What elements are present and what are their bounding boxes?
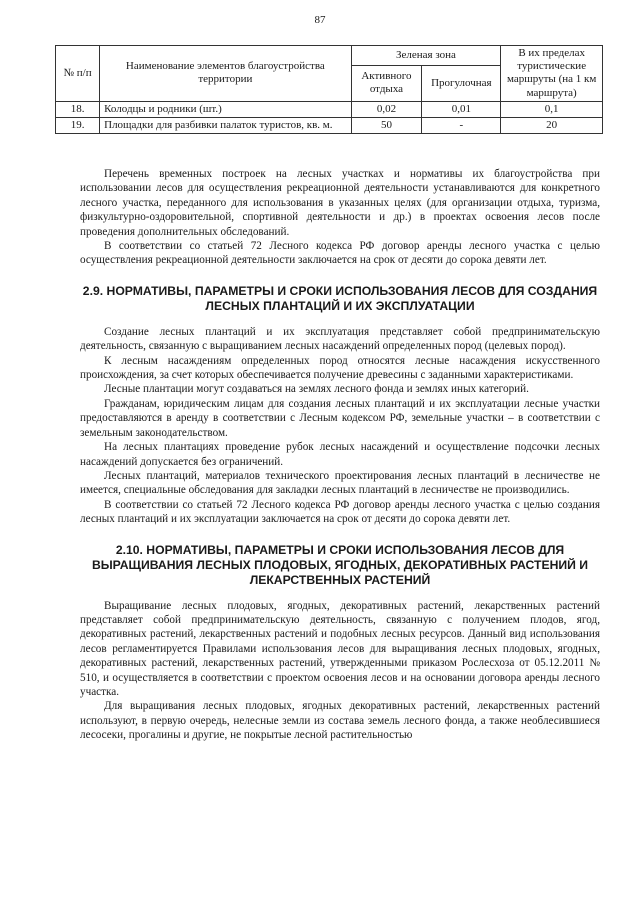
paragraph: В соответствии со статьей 72 Лесного кодекса РФ договор аренды лесного участка с целью создания лесных плантаций и их эксплуатации заключается на срок от десяти до сорока девяти лет. xyxy=(80,498,600,526)
paragraph: На лесных плантациях проведение рубок лесных насаждений и осуществление подсочки лесных насаждений допускается без ограничений. xyxy=(80,441,600,468)
table-header-row xyxy=(56,46,603,66)
row-active: 0,02 xyxy=(351,101,422,117)
header-num: № п/п xyxy=(56,46,100,102)
row-tourist: 20 xyxy=(501,117,603,133)
row-name: Площадки для разбивки палаток туристов, кв. м. xyxy=(100,117,351,133)
header-name: Наименование элементов благоустройства территории xyxy=(100,46,351,102)
amenities-norms-table xyxy=(55,45,603,134)
section-heading-2-9: 2.9. НОРМАТИВЫ, ПАРАМЕТРЫ И СРОКИ ИСПОЛЬЗОВАНИЯ ЛЕСОВ ДЛЯ СОЗДАНИЯ ЛЕСНЫХ ПЛАНТАЦИЙ И ИХ ЭКСПЛУАТАЦИИ xyxy=(82,283,598,313)
paragraph: Выращивание лесных плодовых, ягодных, декоративных растений, лекарственных растений представляет собой предпринимательскую деятельность, связанную с получением плодов, ягод, декоративных растений, лекарственных растений и подобных лесных ресурсов. Данный вид использования лесов регламентируется Правилами использования лесов для выращивания лесных плодовых, ягодных, декоративных растений, лекарственных растений, утвержденными приказом Рослесхоза от 05.12.2011 № 510, и осуществляется в соответствии с проектом освоения лесов и на основании договора аренды лесного участка. xyxy=(80,599,600,698)
paragraph: Лесных плантаций, материалов технического проектирования лесных плантаций в лесничестве не имеется, специальные обследования для закладки лесных плантаций в лесничестве не производились. xyxy=(80,469,600,497)
paragraph: Для выращивания лесных плодовых, ягодных декоративных растений, лекарственных растений используют, в первую очередь, нелесные земли из состава земель лесного фонда, а также необлесившиеся лесосеки, прогалины и другие, не покрытые лесной растительностью xyxy=(80,700,600,742)
paragraph: Гражданам, юридическим лицам для создания лесных плантаций и их эксплуатации лесные участки предоставляются в аренду в соответствии с Лесным кодексом РФ, земельные участки – в соответствии с земельным законодательством. xyxy=(80,397,600,439)
row-walking: 0,01 xyxy=(422,101,501,117)
section-heading-2-10: 2.10. НОРМАТИВЫ, ПАРАМЕТРЫ И СРОКИ ИСПОЛЬЗОВАНИЯ ЛЕСОВ ДЛЯ ВЫРАЩИВАНИЯ ЛЕСНЫХ ПЛОДОВЫХ, ЯГОДНЫХ, ДЕКОРАТИВНЫХ РАСТЕНИЙ И ЛЕКАРСТВЕННЫХ РАСТЕНИЙ xyxy=(91,542,589,587)
header-tourist: В их пределах туристические маршруты (на 1 км маршрута) xyxy=(501,46,603,102)
paragraph: В соответствии со статьей 72 Лесного кодекса РФ договор аренды лесного участка с целью осуществления рекреационной деятельности заключается на срок от десяти до сорока девяти лет. xyxy=(80,240,600,267)
row-active: 50 xyxy=(351,117,422,133)
paragraph: Лесные плантации могут создаваться на землях лесного фонда и землях иных категорий. xyxy=(104,383,529,396)
row-num: 19. xyxy=(56,117,100,133)
table-row xyxy=(56,101,603,117)
row-walking: - xyxy=(422,117,501,133)
document-body xyxy=(80,167,600,743)
page-number: 87 xyxy=(314,14,326,26)
row-name: Колодцы и родники (шт.) xyxy=(100,101,351,117)
table-row xyxy=(56,117,603,133)
paragraph: К лесным насаждениям определенных пород относятся лесные насаждения искусственного происхождения, за счет которых обеспечивается получение древесины с заданными характеристиками. xyxy=(80,354,600,382)
paragraph: Перечень временных построек на лесных участках и нормативы их благоустройства при использовании лесов для осуществления рекреационной деятельности устанавливаются для конкретного лесного участка, переданного для использования в указанных целях (для организации отдыха, туризма, физкультурно-оздоровительной, спортивной деятельности и др.) в проектах освоения лесов после проведения дополнительных обследований. xyxy=(80,168,600,238)
header-green-zone: Зеленая зона xyxy=(351,46,501,66)
paragraph: Создание лесных плантаций и их эксплуатация представляет собой предпринимательскую деятельность, связанную с выращиванием лесных насаждений определенных пород (целевых пород). xyxy=(80,325,600,353)
header-walking: Прогулочная xyxy=(422,65,501,101)
header-active: Активного отдыха xyxy=(351,65,422,101)
row-num: 18. xyxy=(56,101,100,117)
row-tourist: 0,1 xyxy=(501,101,603,117)
